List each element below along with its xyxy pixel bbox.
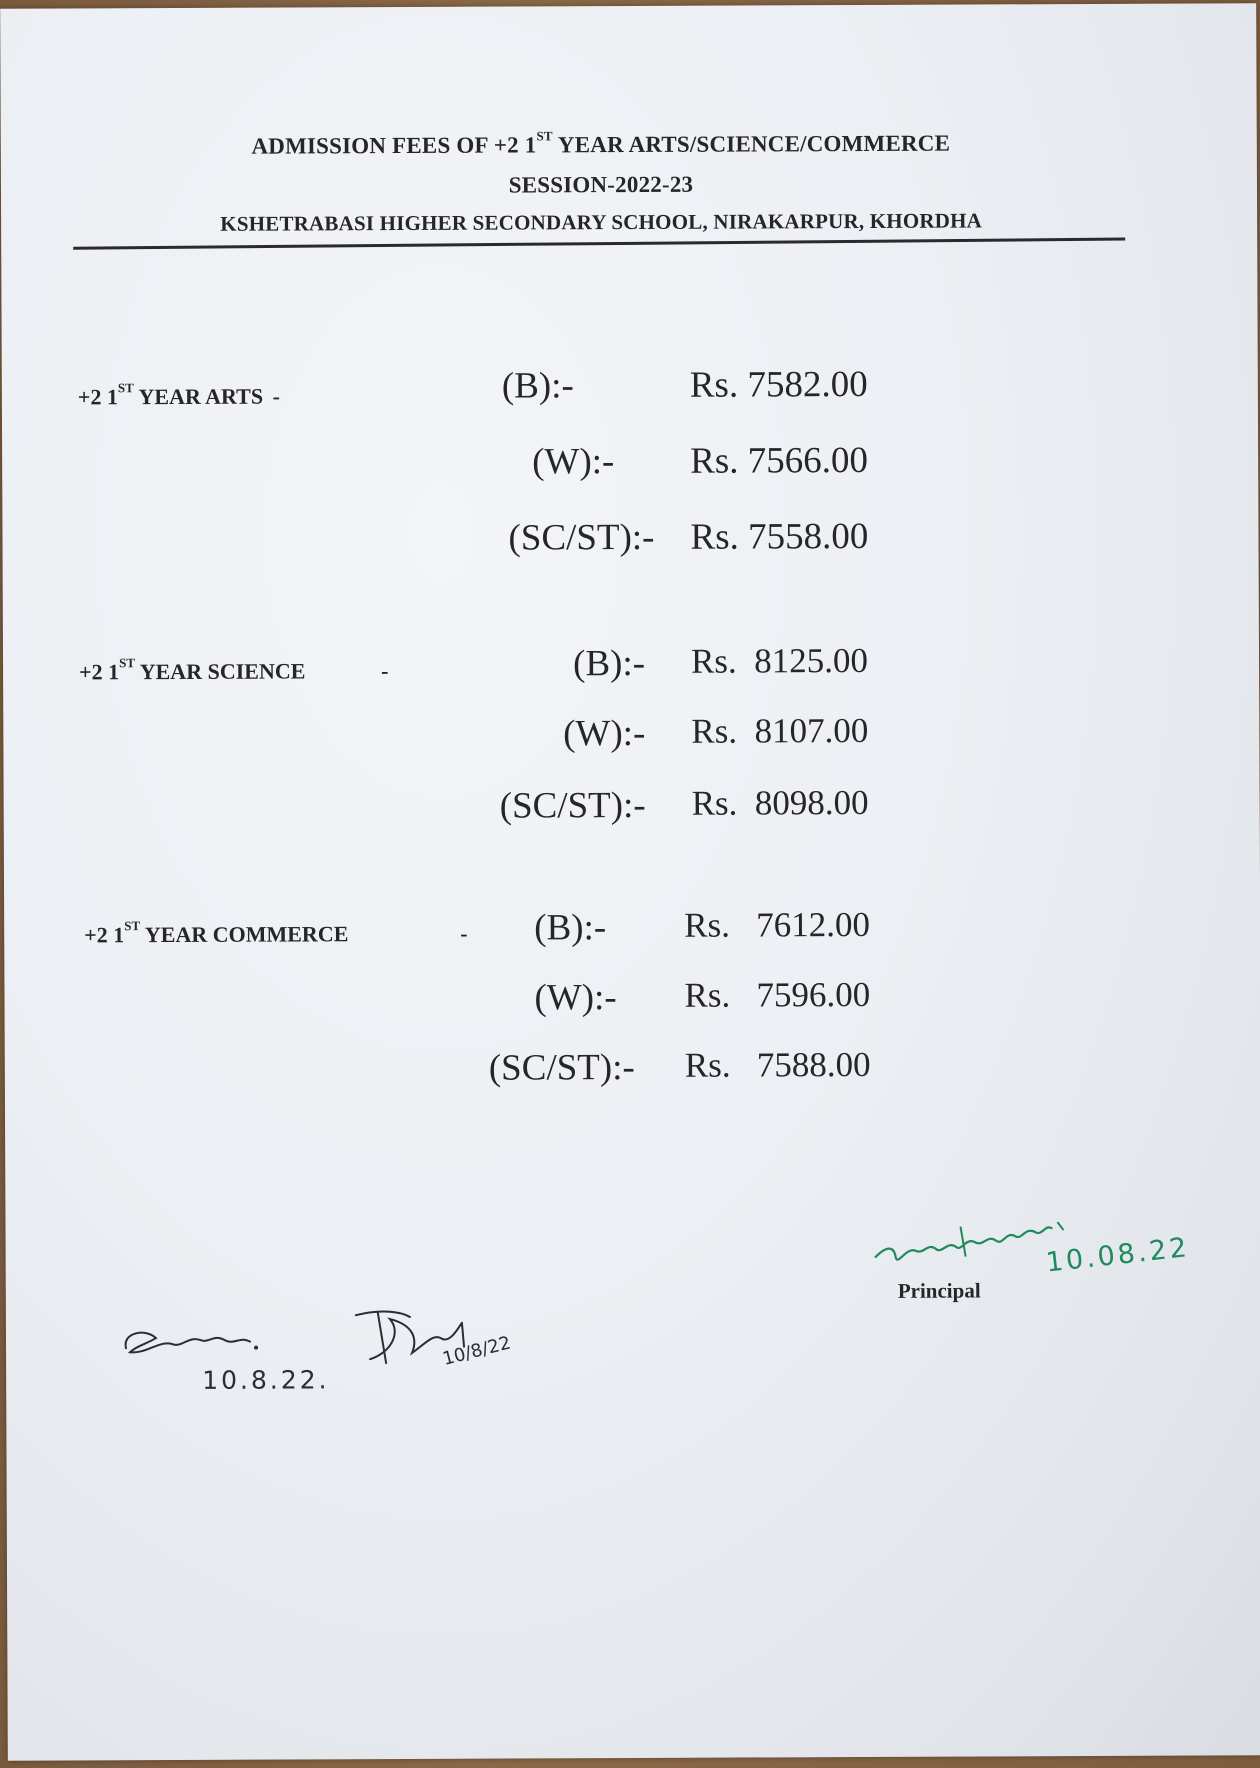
course-commerce: +2 1ST YEAR COMMERCE bbox=[84, 918, 349, 948]
fee-amount: Rs. 8125.00 bbox=[690, 640, 869, 681]
course-dash: - bbox=[460, 920, 468, 946]
fee-amount: Rs. 7582.00 bbox=[689, 363, 868, 406]
fee-category: (SC/ST):- bbox=[499, 784, 646, 827]
fee-amount: Rs. 7612.00 bbox=[684, 904, 870, 945]
fee-amount: Rs. 8098.00 bbox=[691, 782, 869, 823]
fee-amount: Rs. 7558.00 bbox=[690, 515, 869, 558]
fee-amount: Rs. 7596.00 bbox=[684, 974, 871, 1015]
teacher-signature-icon bbox=[350, 1302, 560, 1379]
fee-category: (B):- bbox=[501, 365, 574, 407]
fee-category: (W):- bbox=[563, 712, 646, 755]
fee-category: (B):- bbox=[534, 907, 607, 949]
teacher-date: 10/8/22 bbox=[440, 1332, 513, 1370]
clerk-signature-icon bbox=[116, 1318, 276, 1369]
school-name: KSHETRABASI HIGHER SECONDARY SCHOOL, NIRAKARPUR, KHORDHA bbox=[220, 208, 983, 236]
session-line: SESSION-2022-23 bbox=[508, 171, 694, 198]
course-arts: +2 1ST YEAR ARTS - bbox=[77, 380, 280, 410]
fee-amount: Rs. 7588.00 bbox=[684, 1044, 871, 1085]
fee-category: (B):- bbox=[573, 642, 646, 685]
header-divider bbox=[73, 238, 1125, 250]
fee-category: (W):- bbox=[534, 977, 617, 1019]
fee-category: (SC/ST):- bbox=[508, 516, 655, 559]
fee-category: (W):- bbox=[532, 441, 615, 483]
fee-amount: Rs. 7566.00 bbox=[690, 439, 869, 482]
course-science: +2 1ST YEAR SCIENCE bbox=[79, 655, 306, 685]
title-line: ADMISSION FEES OF +2 1ST YEAR ARTS/SCIENCE/COMMERCE bbox=[251, 128, 951, 159]
fee-category: (SC/ST):- bbox=[488, 1046, 635, 1089]
clerk-date: 10.8.22. bbox=[202, 1365, 330, 1395]
fee-amount: Rs. 8107.00 bbox=[691, 710, 869, 751]
document-page bbox=[0, 3, 1260, 1760]
principal-label: Principal bbox=[897, 1278, 981, 1303]
course-dash: - bbox=[381, 658, 389, 684]
principal-date: 10.08.22 bbox=[1044, 1232, 1192, 1279]
